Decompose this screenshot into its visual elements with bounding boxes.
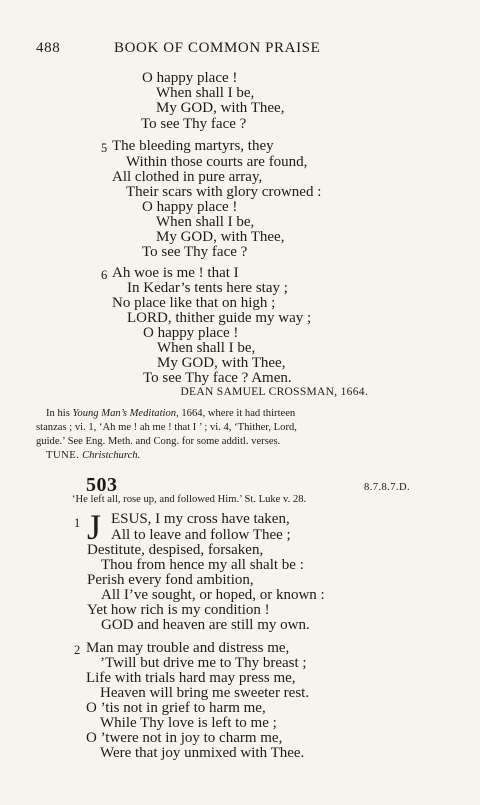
verse-line: Ah woe is me ! that I	[112, 265, 239, 281]
page-number: 488	[36, 40, 61, 56]
verse-line: All I’ve sought, or hoped, or known :	[101, 587, 325, 603]
verse-line: The bleeding martyrs, they	[112, 138, 274, 154]
tune-name: Christchurch.	[82, 450, 141, 461]
verse-line: Heaven will bring me sweeter rest.	[100, 685, 310, 701]
note-line: guide.’ See Eng. Meth. and Cong. for some additl. verses.	[36, 436, 281, 447]
verse-line: O ’twere not in joy to charm me,	[86, 730, 283, 746]
hymn-number: 503	[86, 474, 118, 496]
verse-line: In Kedar’s tents here stay ;	[127, 280, 288, 296]
epigraph: ‘He left all, rose up, and followed Him.’ St. Luke v. 28.	[72, 494, 307, 505]
verse-line: O happy place !	[143, 325, 239, 341]
verse-line: Were that joy unmixed with Thee.	[100, 745, 305, 761]
verse-line: ’Twill but drive me to Thy breast ;	[100, 655, 307, 671]
stanza-number: 1	[74, 516, 81, 530]
verse-line: To see Thy face ? Amen.	[143, 370, 292, 386]
verse-line: All to leave and follow Thee ;	[111, 527, 291, 543]
verse-line: Yet how rich is my condition !	[87, 602, 270, 618]
verse-line: My GOD, with Thee,	[156, 229, 285, 245]
verse-line: When shall I be,	[157, 340, 256, 356]
refrain-line: O happy place !	[142, 70, 238, 86]
verse-line: O happy place !	[142, 199, 238, 215]
stanza-number: 5	[101, 141, 108, 155]
verse-line: Life with trials hard may press me,	[86, 670, 296, 686]
verse-line: Within those courts are found,	[126, 154, 308, 170]
stanza-number: 6	[101, 268, 108, 282]
verse-line: While Thy love is left to me ;	[100, 715, 277, 731]
stanza-number: 2	[74, 643, 81, 657]
verse-line: My GOD, with Thee,	[157, 355, 286, 371]
verse-line: LORD, thither guide my way ;	[127, 310, 312, 326]
verse-line: ESUS, I my cross have taken,	[111, 511, 290, 527]
verse-line: Perish every fond ambition,	[87, 572, 254, 588]
note-line: stanzas ; vi. 1, ‘Ah me ! ah me ! that I ’ ; vi. 4, ‘Thither, Lord,	[36, 422, 297, 433]
running-title: BOOK OF COMMON PRAISE	[114, 40, 321, 56]
refrain-line: To see Thy face ?	[141, 116, 247, 132]
refrain-line: My GOD, with Thee,	[156, 100, 285, 116]
verse-line: Man may trouble and distress me,	[86, 640, 290, 656]
note-text: In his	[46, 408, 73, 419]
tune-label: TUNE.	[46, 450, 80, 461]
verse-line: Their scars with glory crowned :	[126, 184, 322, 200]
verse-line: Destitute, despised, forsaken,	[87, 542, 264, 558]
note-line	[46, 407, 295, 421]
verse-line: GOD and heaven are still my own.	[101, 617, 310, 633]
verse-line: Thou from hence my all shalt be :	[101, 557, 304, 573]
verse-line: To see Thy face ?	[142, 244, 248, 260]
verse-line: O ’tis not in grief to harm me,	[86, 700, 266, 716]
drop-cap: J	[87, 507, 102, 547]
verse-line: All clothed in pure array,	[112, 169, 263, 185]
book-title: Young Man’s Meditation	[72, 408, 177, 419]
hymn-meter: 8.7.8.7.D.	[364, 482, 411, 493]
tune-line	[46, 449, 140, 463]
refrain-line: When shall I be,	[156, 85, 255, 101]
verse-line: When shall I be,	[156, 214, 255, 230]
verse-line: No place like that on high ;	[112, 295, 276, 311]
note-text: , 1664, where it had thirteen	[176, 408, 296, 419]
author-attribution: DEAN SAMUEL CROSSMAN, 1664.	[180, 386, 368, 398]
